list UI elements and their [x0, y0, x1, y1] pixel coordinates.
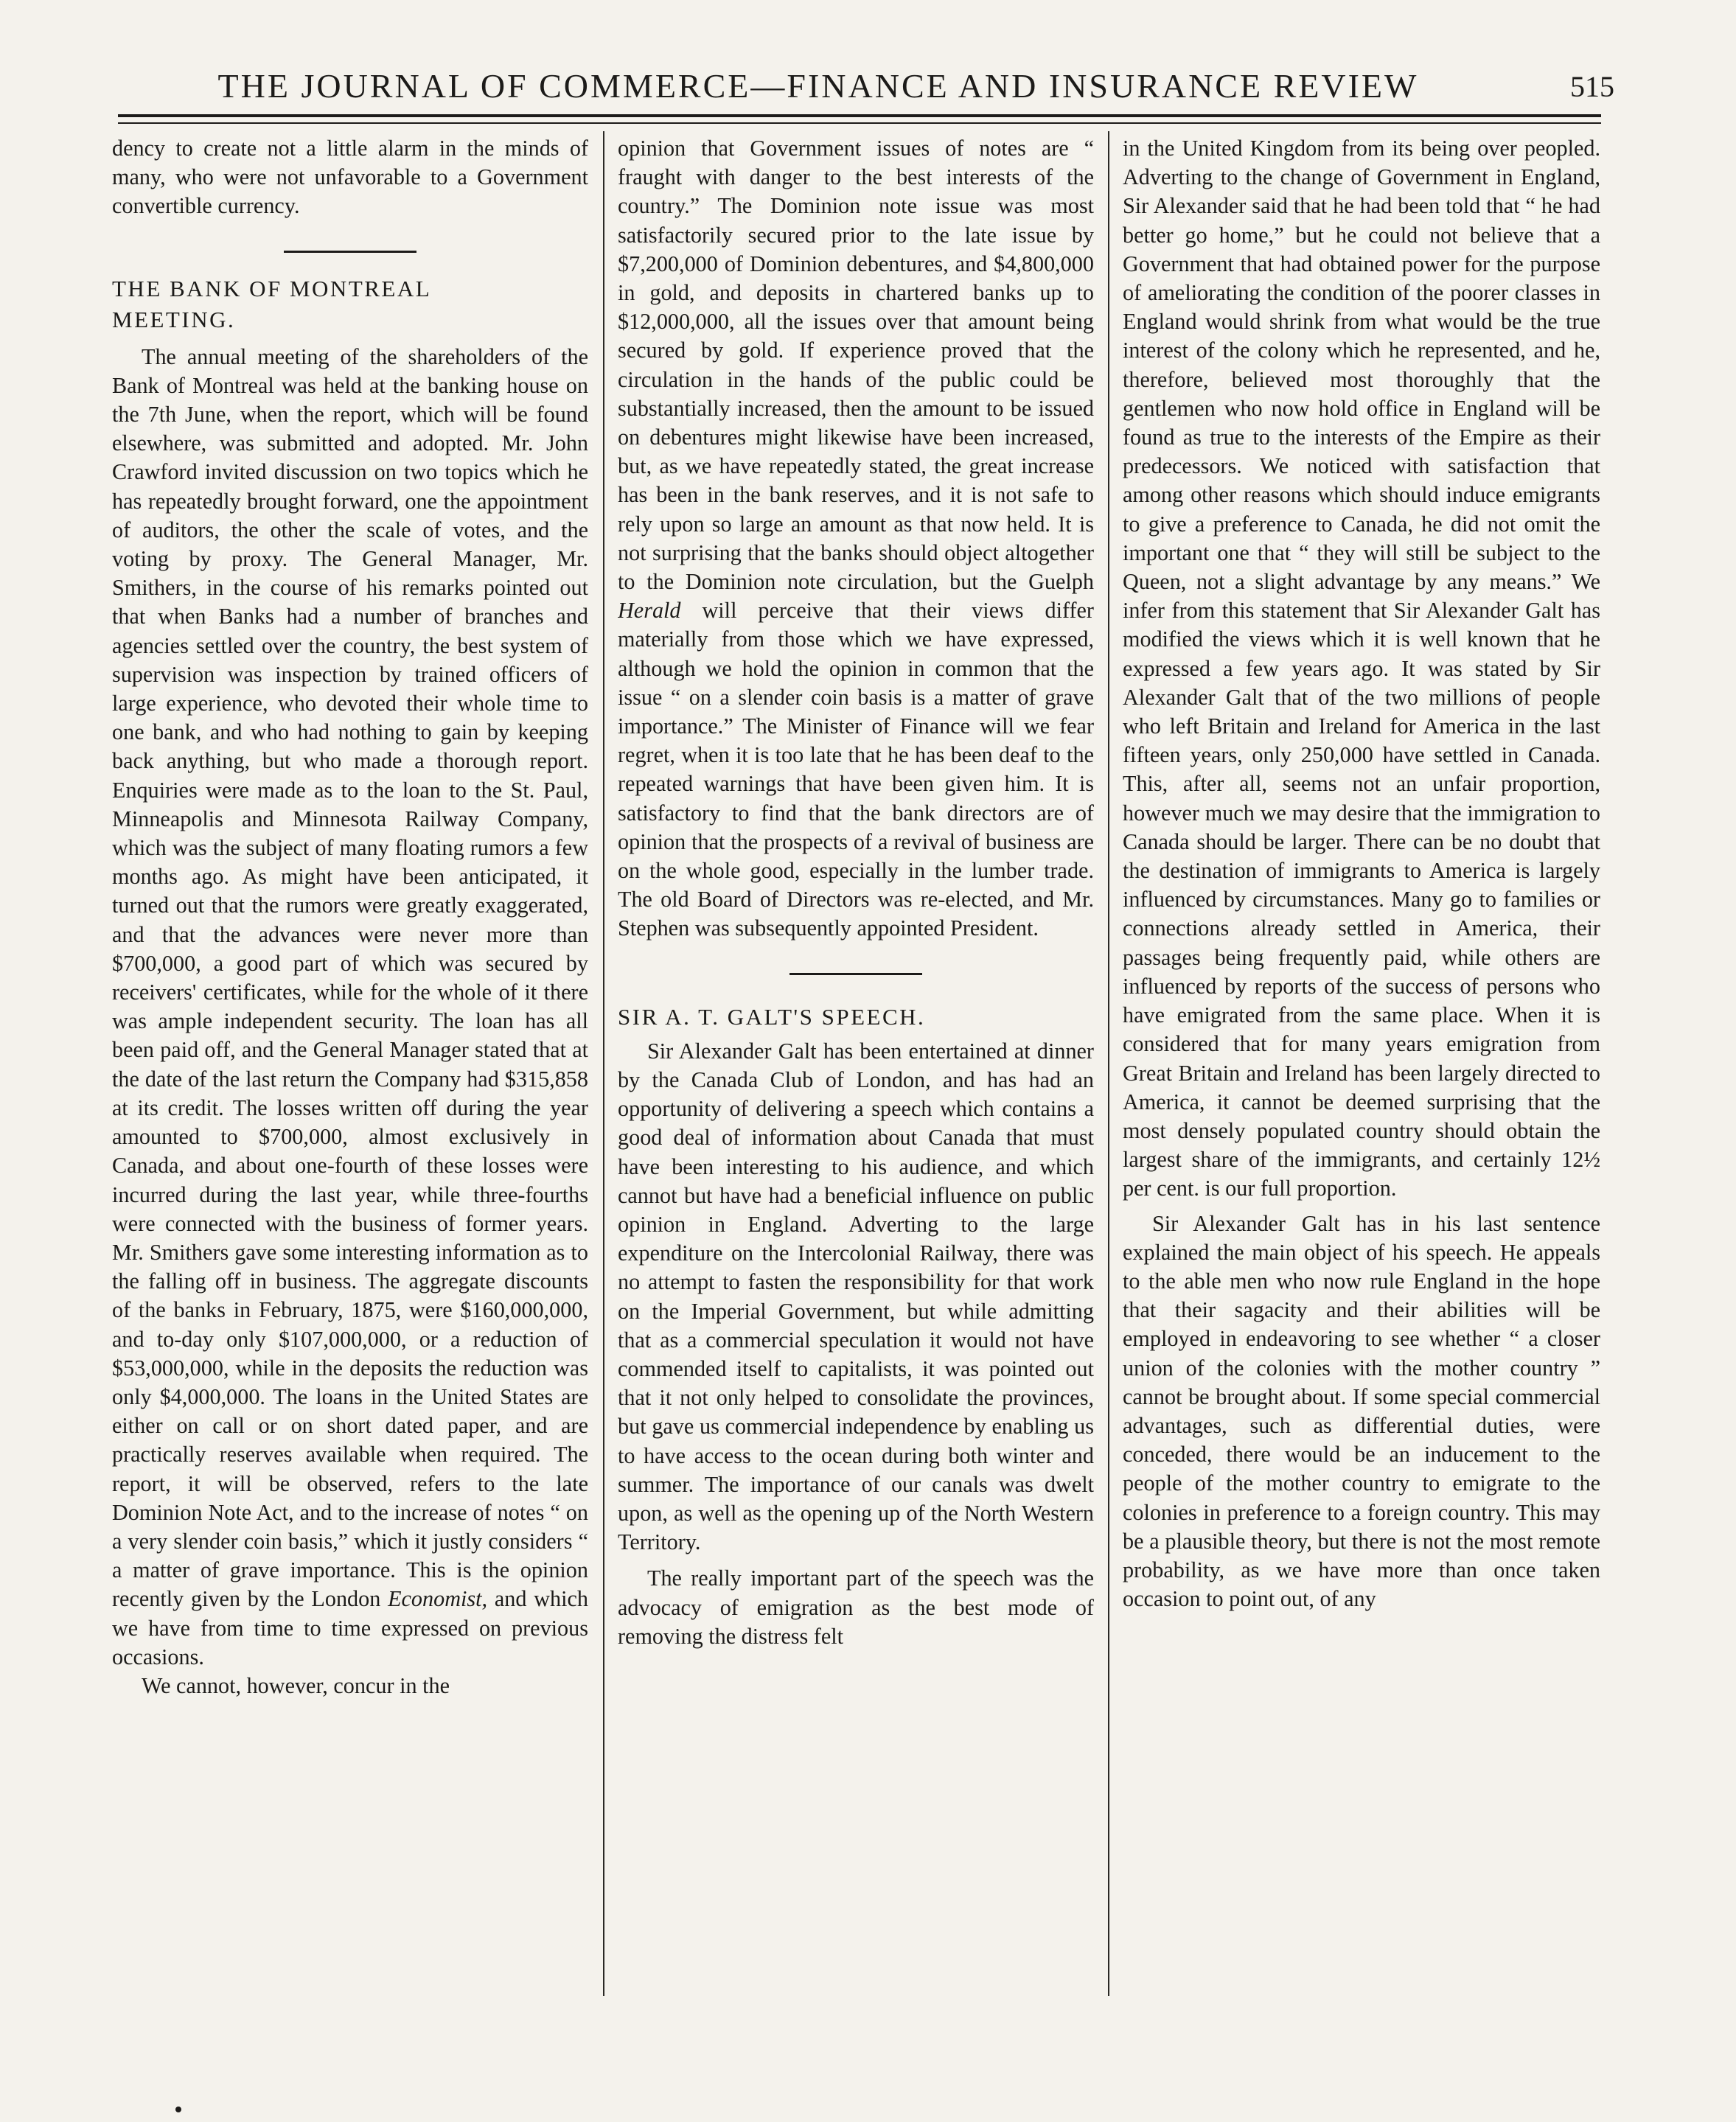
page-number: 515: [1570, 70, 1614, 103]
heading-galt-speech: SIR A. T. GALT'S SPEECH.: [618, 1003, 926, 1030]
economist-italic: Economist,: [388, 1586, 488, 1612]
column-1: [112, 134, 588, 2006]
column-2: [618, 134, 1094, 2006]
column-divider: [1108, 131, 1109, 1996]
paragraph: opinion that Government issues of notes are “ fraught with danger to the best interests of the country.” The Dominion note issue was most satisfactorily secured prior to the late issue by $7,200,000 of Dominion debentures, and $4,800,000 in gold, and deposits in chartered banks up to $12,000,000, all the issues over that amount being secured by gold. If experience proved that the circulation in the hands of the public could be substantially increased, then the amount to be issued on debentures might likewise have been increased, but, as we have repeatedly stated, the great increase has been in the bank reserves, and it is not safe to rely upon so large an amount as that now held. It is not surprising that the banks should object altogether to the Dominion note circulation, but the Guelph Herald will perceive that their views differ materially from those which we have expressed, although we hold the opinion in common that the issue “ on a slender coin basis is a matter of grave importance.” The Minister of Finance will we fear regret, when it is too late that he has been deaf to the repeated warnings that have been given him. It is satisfactory to find that the bank directors are of opinion that the prospects of a revival of business are on the whole good, especially in the lumber trade. The old Board of Directors was re-elected, and Mr. Stephen was subsequently appointed President.: [618, 136, 1094, 941]
heading-line-1: THE BANK OF MONTREAL: [112, 275, 432, 301]
paragraph: The really important part of the speech was the advocacy of emigration as the best mode of removing the distress felt: [618, 1566, 1094, 1649]
header-rule-thin: [118, 122, 1601, 124]
heading-bank-of-montreal: [112, 273, 588, 335]
paragraph: in the United Kingdom from its being over peopled. Adverting to the change of Government in England, Sir Alexander said that he had been told that “ he had better go home,” but he could not believe that a Government that had obtained power for the purpose of ameliorating the condition of the poorer classes in England would shrink from what would be the true interest of the colony which he represented, and he, therefore, believed most thoroughly that the gentlemen who now hold office in England will be found as true to the interests of the Empire as their predecessors. We noticed with satisfaction that among other reasons which should induce emigrants to give a preference to Canada, he did not omit the important one that “ they will still be subject to the Queen, not a slight advantage by any means.” We infer from this statement that Sir Alexander Galt has modified the views which it is well known that he expressed a few years ago. It was stated by Sir Alexander Galt that of the two millions of people who left Britain and Ireland for America in the last fifteen years, only 250,000 have settled in Canada. This, after all, seems not an unfair proportion, however much we may desire that the immigration to Canada should be larger. There can be no doubt that the destination of immigrants to America is largely influenced by circumstances. Many go to families or connections already settled in America, their passages being frequently paid, while others are influenced by reports of the success of persons who have emigrated from the same place. When it is considered that for many years emigration from Great Britain and Ireland has been largely directed to America, it cannot be deemed surprising that the most densely populated country should obtain the largest share of the immigrants, and certainly 12½ per cent. is our full proportion.: [1123, 136, 1600, 1201]
paragraph: Sir Alexander Galt has been entertained at dinner by the Canada Club of London, and has had an opportunity of delivering a speech which contains a good deal of information about Canada that must have been interesting to his audience, and which cannot but have had a beneficial influence on public opinion in England. Adverting to the large expenditure on the Intercolonial Railway, there was no attempt to fasten the responsibility for that work on the Imperial Government, but while admitting that as a commercial speculation it would not have commended itself to capitalists, it was pointed out that it not only helped to consolidate the provinces, but gave us commercial independence by enabling us to have access to the ocean during both winter and summer. The importance of our canals was dwelt upon, as well as the opening up of the North Western Territory.: [618, 1038, 1094, 1555]
paragraph: We cannot, however, concur in the: [142, 1672, 450, 1698]
ink-speck: [175, 2107, 181, 2112]
header-rule: [118, 114, 1601, 117]
column-3: [1123, 134, 1600, 2006]
paragraph-continued: dency to create not a little alarm in the minds of many, who were not unfavorable to a Government convertible currency.: [112, 136, 588, 219]
page-header: [118, 66, 1614, 111]
column-divider: [603, 131, 604, 1996]
herald-italic: Herald: [618, 598, 681, 624]
heading-line-2: MEETING.: [112, 306, 236, 332]
paragraph: The annual meeting of the shareholders of the Bank of Montreal was held at the banking house on the 7th June, when the report, which will be found elsewhere, was submitted and adopted. Mr. John Crawford invited discussion on two topics which he has repeatedly brought forward, one the appointment of auditors, the other the scale of votes, and the voting by proxy. The General Manager, Mr. Smithers, in the course of his remarks pointed out that when Banks had a number of branches and agencies settled over the country, the best system of supervision was inspection by trained officers of large experience, who devoted their whole time to one bank, and who had nothing to gain by keeping back anything, but who made a thorough report. Enquiries were made as to the loan to the St. Paul, Minneapolis and Minnesota Railway Company, which was the subject of many floating rumors a few months ago. As might have been anticipated, it turned out that the rumors were greatly exaggerated, and that the advances were never more than $700,000, a good part of which was secured by receivers' certificates, while for the whole of it there was ample independent security. The loan has all been paid off, and the General Manager stated that at the date of the last return the Company had $315,858 at its credit. The losses written off during the year amounted to $700,000, almost exclusively in Canada, and about one-fourth of these losses were incurred during the last year, while three-fourths were connected with the business of former years. Mr. Smithers gave some interesting information as to the falling off in business. The aggregate discounts of the banks in February, 1875, were $160,000,000, and to-day only $107,000,000, or a reduction of $53,000,000, while in the deposits the reduction was only $4,000,000. The loans in the United States are either on call or on short dated paper, and are practically reserves available when required. The report, it will be observed, refers to the late Dominion Note Act, and to the increase of notes “ on a very slender coin basis,” which it justly considers “ a matter of grave importance. This is the opinion recently given by the London Economist, and which we have from time to time expressed on previous occasions.: [112, 343, 588, 1669]
paragraph: Sir Alexander Galt has in his last sentence explained the main object of his speech. He appeals to the able men who now rule England in the hope that their sagacity and their abilities will be employed in endeavoring to see whether “ a closer union of the colonies with the mother country ” cannot be brought about. If some special commercial advantages, such as differential duties, were conceded, there would be an inducement to the people of the mother country to emigrate to the colonies in preference to a foreign country. This may be a plausible theory, but there is not the most remote probability, as we have more than once taken occasion to point out, of any: [1123, 1210, 1600, 1612]
journal-title: THE JOURNAL OF COMMERCE—FINANCE AND INSURANCE REVIEW: [217, 67, 1419, 105]
